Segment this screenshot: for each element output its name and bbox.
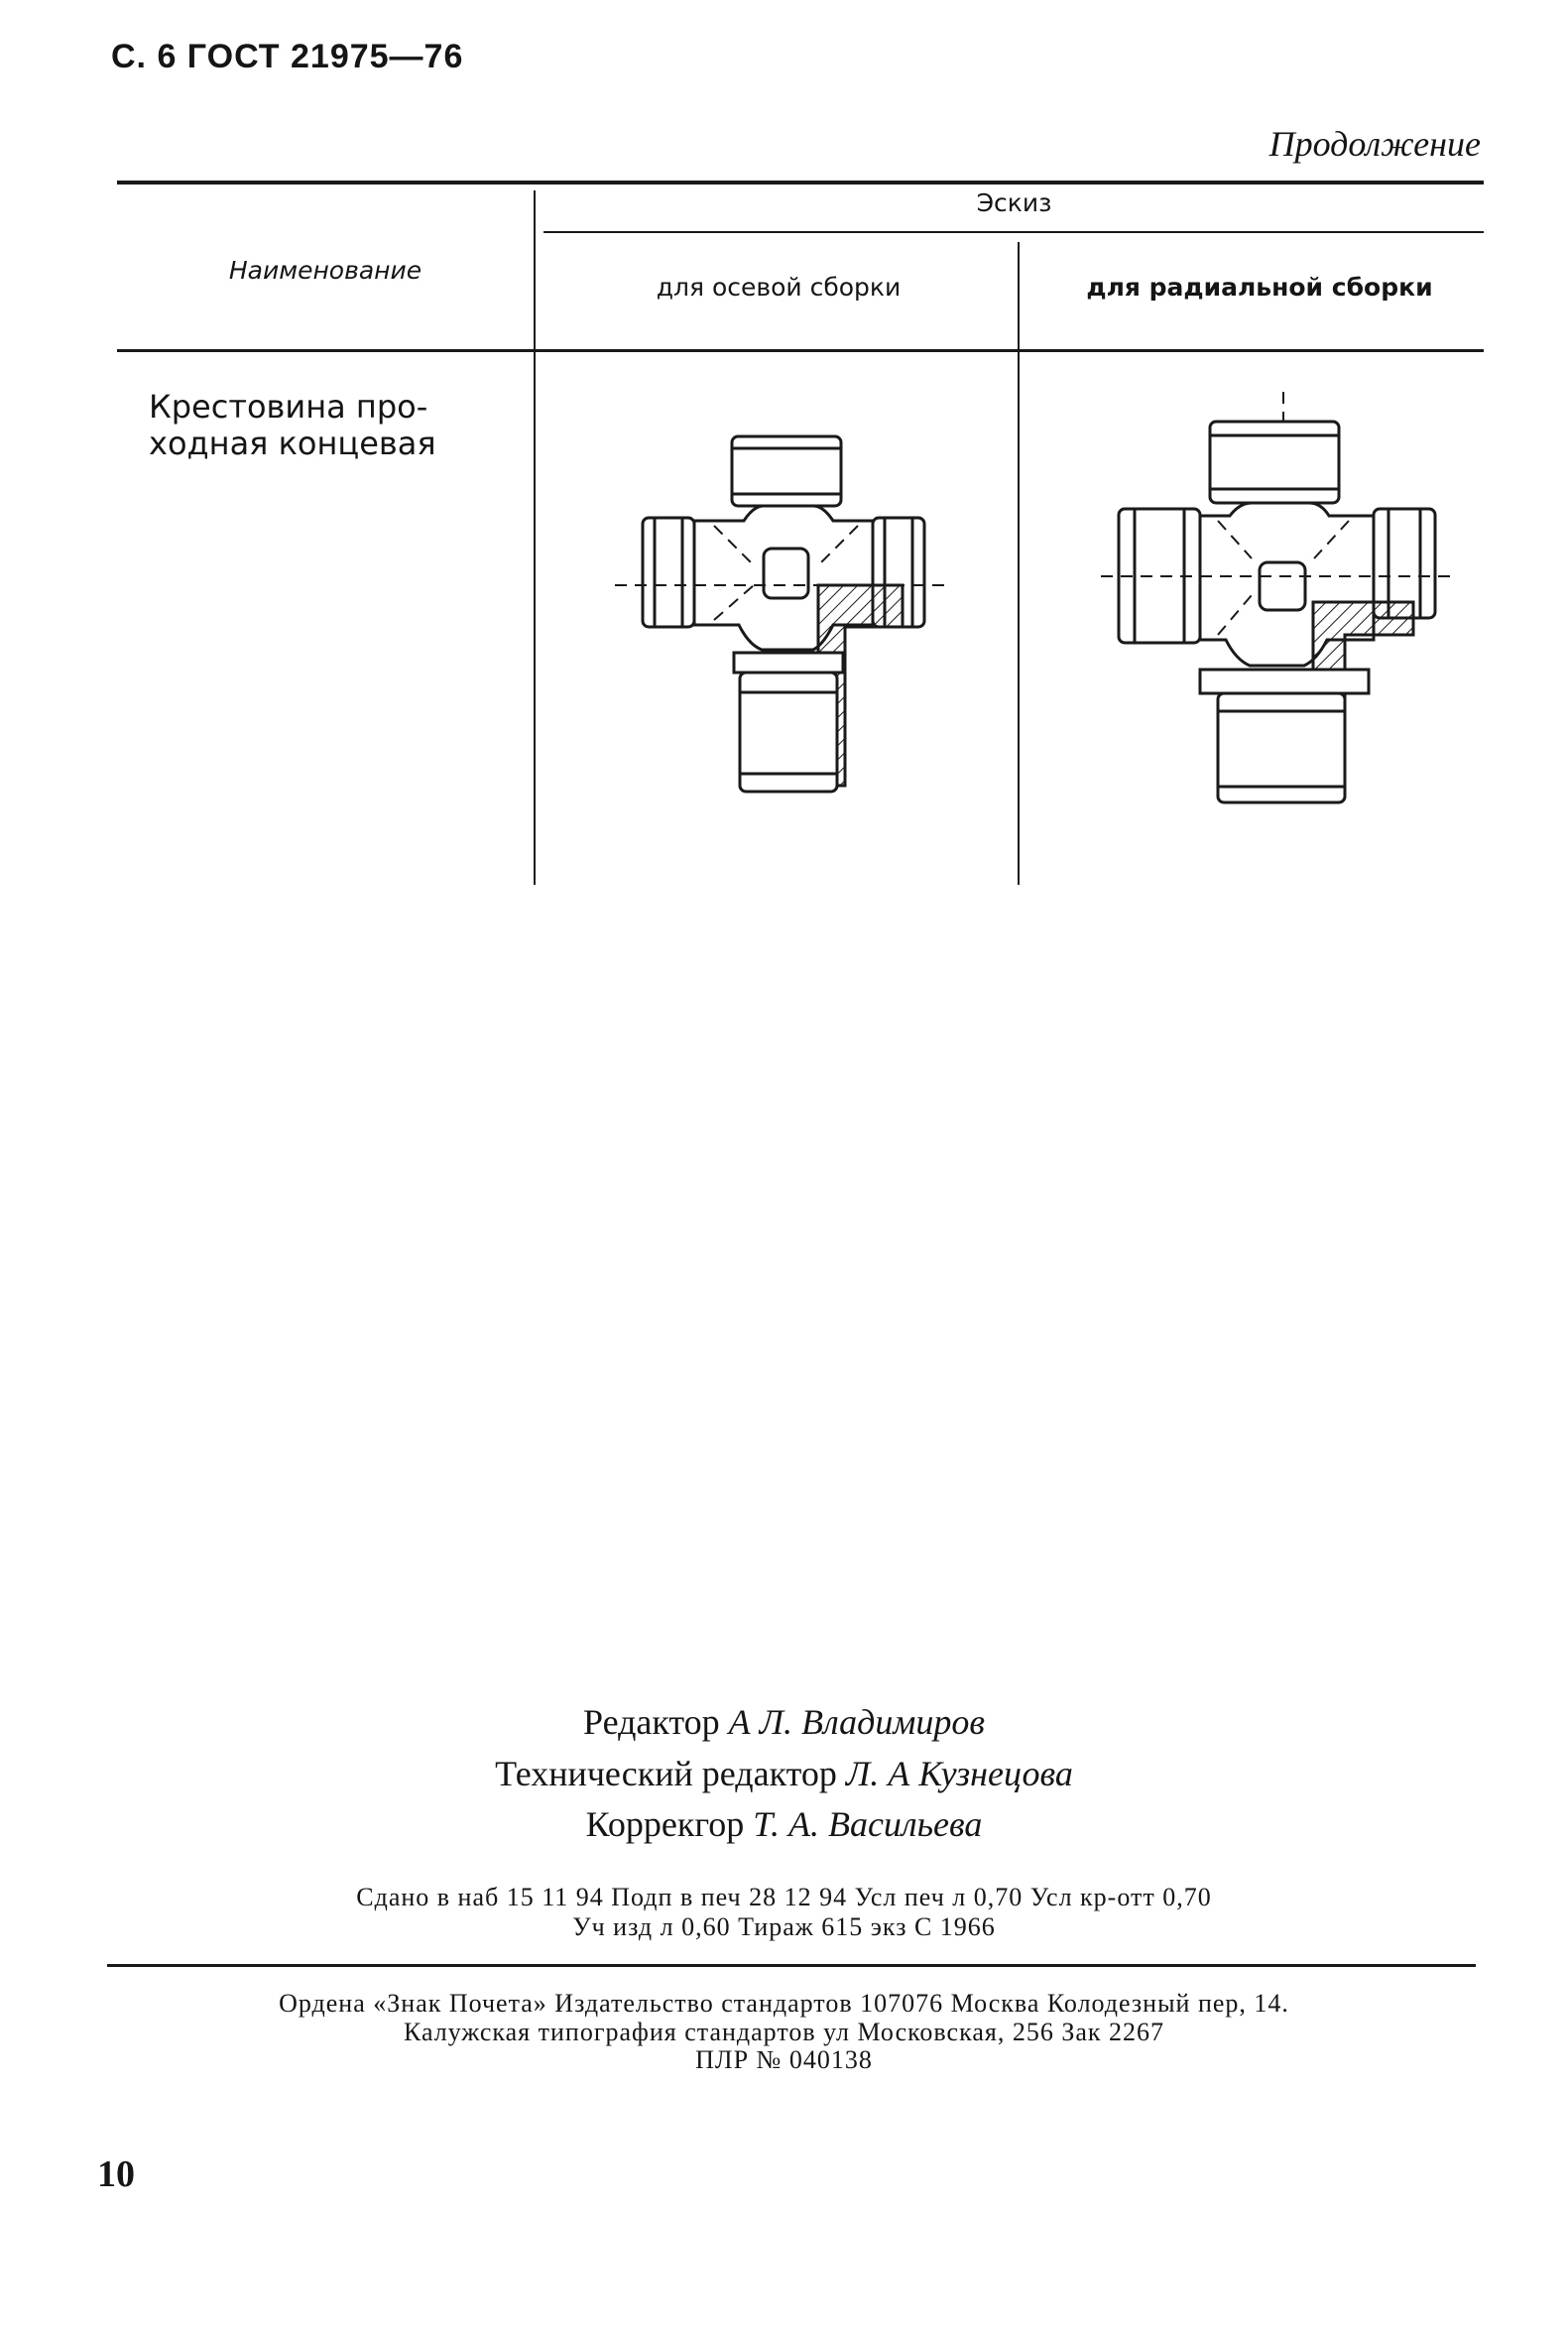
credit-editor (0, 1701, 1568, 1743)
credit-tech-name: Л. А Кузнецова (845, 1754, 1073, 1793)
continuation-label: Продолжение (1268, 124, 1481, 164)
page-header: С. 6 ГОСТ 21975—76 (111, 38, 464, 75)
credit-corr-name: Т. А. Васильева (753, 1804, 983, 1844)
radial-cross-fitting-drawing (1101, 392, 1458, 808)
credit-technical-editor (0, 1753, 1568, 1794)
credit-editor-role: Редактор (583, 1702, 720, 1742)
subheader-radial-assembly: для радиальной сборки (1086, 273, 1433, 302)
table-row-item-name (149, 389, 466, 462)
publisher-line-3: ПЛР № 040138 (695, 2045, 873, 2074)
credit-tech-role: Технический редактор (495, 1754, 837, 1793)
table-top-rule (117, 181, 1484, 184)
name-column-divider (534, 190, 536, 885)
item-name-line-1: Крестовина про- (149, 388, 428, 426)
page-number: 10 (97, 2153, 135, 2195)
item-name-line-2: ходная концевая (149, 425, 436, 462)
credit-corrector (0, 1803, 1568, 1845)
column-header-name: Наименование (228, 256, 422, 285)
credit-editor-name: А Л. Владимиров (728, 1702, 985, 1742)
sketch-subheader-rule (543, 231, 1484, 233)
publisher-line-1: Ордена «Знак Почета» Издательство стандартов 107076 Москва Колодезный пер, 14. (279, 1989, 1289, 2018)
header-bottom-rule (117, 349, 1484, 352)
publisher-rule (107, 1964, 1476, 1967)
subheader-axial-assembly: для осевой сборки (656, 273, 902, 302)
column-header-sketch: Эскиз (976, 188, 1052, 217)
credit-corr-role: Коррекгор (585, 1804, 745, 1844)
printing-info-line-1: Сдано в наб 15 11 94 Подп в печ 28 12 94 Усл печ л 0,70 Усл кр-отт 0,70 (356, 1883, 1212, 1911)
publisher-line-2: Калужская типография стандартов ул Московская, 256 Зак 2267 (403, 2018, 1165, 2046)
printing-info-line-2: Уч изд л 0,60 Тираж 615 экз С 1966 (572, 1912, 996, 1941)
axial-cross-fitting-drawing (615, 407, 952, 803)
sketch-column-divider (1018, 242, 1020, 885)
